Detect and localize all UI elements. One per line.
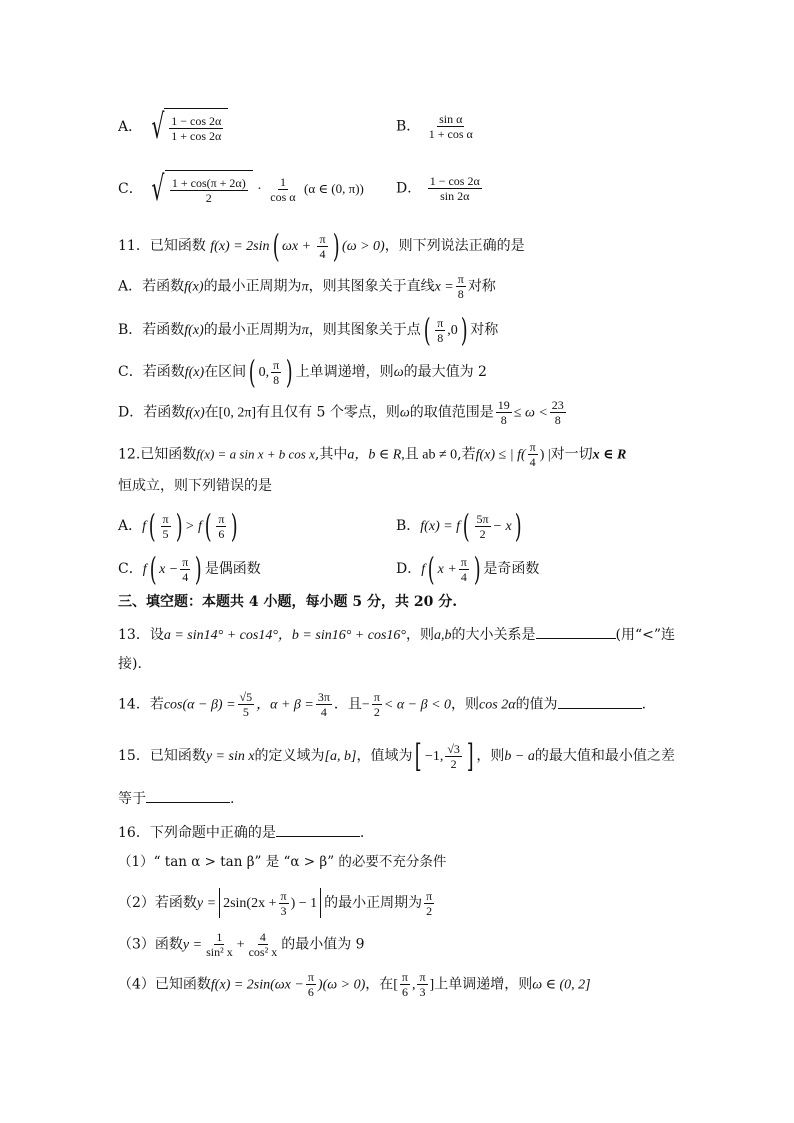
fraction-numerator: sin α	[439, 112, 463, 126]
stem-text: 12.已知函数	[118, 446, 197, 463]
stem-text: 16．下列命题中正确的是	[118, 825, 276, 841]
stem-text: ,其中	[314, 446, 348, 463]
fraction-numerator: π	[319, 231, 326, 246]
math-expression: f(x) = f	[420, 519, 461, 534]
math-expression: ,且 ab ≠ 0	[401, 447, 458, 463]
math-expression: cos(α − β) =	[163, 697, 236, 713]
fraction-denominator: 4	[182, 569, 189, 584]
stem-text: 的最大值和最小值之差	[534, 748, 675, 764]
stem-text: .	[641, 696, 647, 713]
option-text: 对称	[470, 322, 499, 338]
q14-stem	[118, 690, 646, 719]
option-label: C．	[118, 364, 143, 380]
math-symbol: a	[347, 447, 355, 463]
math-expression: x +	[437, 562, 457, 577]
function-name: f(x)	[184, 365, 205, 380]
stem-text: 11．已知函数	[118, 238, 206, 254]
fraction-denominator: sin² x	[206, 945, 233, 959]
math-expression: x =	[434, 279, 454, 295]
math-expression: f(x) ≤ | f(	[475, 447, 526, 463]
inner-expression: ωx +	[281, 239, 312, 254]
stem-text: 13．设	[118, 627, 164, 643]
math-expression: −1,	[424, 749, 444, 764]
interval: [a, b]	[324, 749, 357, 764]
math-expression: a = sin14° + cos14°	[163, 628, 278, 643]
q12-option-b: B．f(x) = f( $\frac{5\pi}{2}$ − x)	[396, 507, 522, 545]
option-text: 的最大值为 2	[403, 364, 487, 380]
item-text: ，在	[365, 976, 394, 993]
stem-text: ，则	[476, 748, 505, 764]
function-expression: f(x) = a sin x + b cos x	[196, 446, 315, 462]
q12-option-a: A．f( $\frac{\pi}{5}$ ) > f( $\frac{\pi}{6}$ )	[118, 507, 239, 545]
stem-text: 的定义域为	[254, 748, 325, 764]
function-expression: f(x) = 2sin	[210, 239, 270, 254]
fraction-numerator: 1 − cos 2α	[429, 174, 480, 188]
stem-text: 对一切	[550, 446, 593, 463]
math-expression: ,0	[447, 323, 458, 338]
answer-blank[interactable]	[558, 694, 642, 709]
fraction-denominator: 6	[401, 985, 408, 999]
fraction-numerator: 4	[259, 930, 266, 944]
stem-text: ．且	[333, 696, 362, 713]
math-symbol: ,	[411, 977, 416, 993]
fraction-numerator: π	[280, 888, 287, 903]
math-expression: a,b	[434, 628, 452, 643]
math-expression: y =	[182, 937, 203, 953]
fraction-numerator: π	[460, 554, 467, 569]
option-label: A．	[118, 278, 143, 295]
stem-text: 15．已知函数	[118, 748, 206, 764]
stem-text: ，则下列说法正确的是	[384, 238, 525, 254]
interval: [0, 2π]	[218, 405, 257, 421]
q12-option-d: D．f( x + $\frac{\pi}{4}$ ) 是奇函数	[396, 550, 540, 588]
math-expression: ) |	[539, 447, 551, 463]
option-text: 的最小正周期为	[203, 278, 302, 295]
q10-option-a	[118, 108, 228, 146]
fraction-numerator: 23	[551, 398, 564, 412]
fraction-denominator: 4	[319, 246, 326, 261]
stem-text: ,若	[457, 446, 476, 463]
option-text: 若函数	[142, 322, 185, 338]
fraction-denominator: 3	[419, 985, 426, 999]
fraction-denominator: 4	[460, 569, 467, 584]
math-expression: > f	[185, 519, 202, 534]
fraction-numerator: π	[373, 690, 380, 704]
q13-stem	[118, 624, 675, 646]
abs-bar	[320, 888, 321, 918]
math-expression: y =	[196, 896, 217, 911]
fraction-denominator: 2	[205, 191, 212, 205]
fraction-numerator: 1 − cos 2α	[171, 114, 222, 128]
fraction-numerator: π	[307, 970, 314, 984]
option-text: 在区间	[204, 364, 247, 380]
q10-option-c: C． √ $\frac{1 + \cos(\pi + 2\alpha)}{2}$ · $\frac{1}{\text{cos α}}$ (α ∈ (0, π))	[118, 169, 364, 209]
option-label: B．	[396, 518, 421, 534]
fraction-denominator: 4	[529, 455, 536, 469]
fraction-numerator: π	[437, 315, 444, 330]
math-symbol: +	[236, 937, 245, 953]
fraction-denominator: 1 + cos 2α	[171, 129, 222, 143]
math-expression: b − a	[504, 749, 535, 764]
stem-text: 等于	[118, 791, 146, 807]
stem-text: .	[359, 825, 365, 841]
option-label: C．	[118, 561, 143, 577]
q10-option-b	[396, 112, 477, 141]
item-text: 的最小正周期为	[324, 895, 423, 911]
option-text: 的取值范围是	[409, 404, 494, 421]
fraction-denominator: cos α	[270, 189, 296, 204]
fraction-denominator: 8	[273, 372, 280, 387]
fraction-denominator: cos² x	[248, 945, 278, 959]
option-text: 若函数	[142, 278, 185, 295]
fraction-denominator: sin 2α	[440, 189, 470, 203]
q16-item-3	[118, 930, 365, 959]
option-text: ，则其图象关于点	[308, 322, 421, 338]
fraction-numerator: π	[182, 554, 189, 569]
stem-text: ，则	[406, 627, 435, 643]
math-symbol: ]	[429, 977, 435, 993]
option-label: C．	[118, 181, 143, 197]
item-text: （4）已知函数	[118, 976, 211, 993]
function-name: f	[142, 519, 147, 534]
q12-stem-line2: 恒成立，则下列错误的是	[118, 478, 272, 494]
math-expression: ，α + β =	[256, 697, 314, 713]
option-label: B．	[118, 322, 143, 338]
item-text: （3）函数	[118, 936, 183, 953]
math-symbol: π	[301, 323, 309, 338]
q15-stem-line2	[118, 788, 234, 809]
fraction-numerator: π	[426, 888, 433, 903]
math-expression: 0,	[258, 365, 270, 380]
answer-blank[interactable]	[536, 624, 616, 639]
item-text: 上单调递增，则	[434, 976, 533, 993]
q10-option-d	[396, 174, 484, 203]
math-symbol: π	[301, 279, 309, 295]
option-text: 是偶函数	[204, 561, 261, 577]
math-symbol: ω	[399, 405, 410, 421]
fraction-denominator: 1 + cos α	[428, 127, 473, 141]
answer-blank[interactable]	[276, 822, 360, 837]
math-symbol: ω	[393, 365, 404, 380]
option-text: 在	[204, 404, 219, 421]
option-text: 上单调递增，则	[295, 364, 394, 380]
math-expression: cos 2α	[479, 697, 516, 713]
option-text: 若函数	[143, 404, 186, 421]
stem-text: ，则	[451, 696, 480, 713]
q12-stem	[118, 440, 626, 469]
fraction-numerator: π	[218, 511, 225, 526]
option-label: D．	[396, 561, 422, 577]
q13-stem-line2: 接).	[118, 656, 142, 672]
math-expression: 2sin(2x +	[223, 896, 277, 911]
fraction-denominator: 2	[373, 705, 380, 719]
fraction-denominator: 5	[242, 705, 249, 719]
q15-stem: 15．已知函数y = sin x的定义域为[a, b]，值域为[ −1, $\frac{√3}{2}$ ] ，则b − a的最大值和最小值之差	[118, 737, 675, 775]
q11-stem: 11．已知函数 f(x) = 2sin( ωx + $\frac{\pi}{4}$ ) (ω > 0)，则下列说法正确的是	[118, 227, 525, 265]
fraction-denominator: 2	[479, 526, 486, 541]
q16-stem	[118, 822, 364, 843]
q11-option-d	[118, 398, 568, 427]
fraction-numerator: 1 + cos(π + 2α)	[171, 176, 246, 190]
fraction-numerator: 19	[497, 398, 510, 412]
math-expression: )(ω > 0)	[317, 977, 366, 993]
fraction-numerator: π	[529, 440, 536, 454]
fraction-denominator: 3	[280, 903, 287, 918]
stem-text: 的大小关系是	[451, 627, 536, 643]
sqrt-expression: √ $\frac{1 - \cos 2\alpha}{1 + \cos 2\alpha}$	[147, 108, 229, 146]
fraction-numerator: 5π	[476, 511, 489, 526]
option-text: 对称	[467, 278, 496, 295]
math-expression: f(x) = 2sin(ωx −	[210, 977, 304, 993]
q11-option-b: B．若函数f(x)的最小正周期为π，则其图象关于点( $\frac{\pi}{8}$ ,0) 对称	[118, 311, 499, 349]
function-name: f(x)	[185, 405, 205, 421]
option-text: 若函数	[142, 364, 185, 380]
stem-text: .	[230, 791, 235, 807]
fraction-denominator: 8	[457, 287, 464, 301]
fraction-numerator: π	[457, 272, 464, 286]
function-name: f	[421, 562, 426, 577]
fraction-numerator: π	[419, 970, 426, 984]
option-label: B．	[396, 118, 421, 135]
fraction-denominator: 8	[500, 413, 507, 427]
q16-item-1: （1）“ tan α > tan β” 是 “α > β” 的必要不充分条件	[118, 854, 447, 870]
option-label: D．	[118, 404, 144, 421]
option-label: D．	[396, 180, 422, 197]
option-label: A．	[118, 518, 143, 534]
q11-option-c: C．若函数f(x)在区间( 0, $\frac{\pi}{8}$ ) 上单调递增，则ω的最大值为 2	[118, 353, 487, 391]
fraction-numerator: π	[401, 970, 408, 984]
math-expression: x ∈ R	[592, 447, 627, 463]
fraction-numerator: 3π	[317, 690, 330, 704]
math-expression: x −	[159, 562, 179, 577]
function-name: f	[142, 562, 147, 577]
option-label: A．	[118, 119, 143, 135]
math-symbol: −	[361, 697, 370, 713]
section-heading: 三、填空题：本题共 4 小题，每小题 5 分，共 20 分.	[118, 594, 458, 610]
q16-item-2	[118, 888, 436, 918]
domain-condition: (α ∈ (0, π))	[304, 181, 364, 196]
sqrt-expression: √ $\frac{1 + \cos(\pi + 2\alpha)}{2}$	[147, 170, 253, 208]
stem-text: ，值域为	[356, 748, 413, 764]
math-expression: y = sin x	[205, 749, 255, 764]
item-text: 的最小值为 9	[281, 936, 365, 953]
math-expression: ω ∈ (0, 2]	[532, 977, 591, 993]
function-name: f(x)	[184, 279, 204, 295]
fraction-numerator: 1	[279, 174, 286, 189]
math-expression: − x	[492, 519, 512, 534]
fraction-denominator: 4	[320, 705, 327, 719]
function-name: f(x)	[184, 323, 204, 338]
fraction-denominator: 5	[162, 526, 169, 541]
math-expression: ) − 1	[290, 896, 318, 911]
stem-text: 14．若	[118, 696, 164, 713]
math-symbol: [	[393, 977, 398, 993]
q12-option-c: C．f( x − $\frac{\pi}{4}$ ) 是偶函数	[118, 550, 261, 588]
q11-option-a	[118, 272, 496, 301]
fraction-denominator: 2	[426, 903, 433, 918]
fraction-denominator: 2	[450, 756, 457, 771]
condition: (ω > 0)	[342, 239, 385, 254]
option-text: 有且仅有 5 个零点，则	[256, 404, 400, 421]
answer-blank[interactable]	[146, 788, 230, 803]
math-expression: ≤ ω <	[513, 405, 548, 421]
math-expression: ，b = sin16° + cos16°	[277, 628, 407, 643]
stem-text: 的值为	[515, 696, 558, 713]
fraction-numerator: √3	[447, 741, 460, 756]
fraction-denominator: 8	[437, 330, 444, 345]
fraction-numerator: 1	[216, 930, 223, 944]
fraction-denominator: 8	[554, 413, 561, 427]
fraction-numerator: π	[162, 511, 169, 526]
abs-bar	[219, 888, 220, 918]
fraction-denominator: 6	[218, 526, 225, 541]
item-text: （2）若函数	[118, 895, 197, 911]
option-text: 是奇函数	[483, 561, 540, 577]
option-text: 的最小正周期为	[203, 322, 302, 338]
fraction-denominator: 6	[307, 985, 314, 999]
fraction-numerator: π	[273, 357, 280, 372]
option-text: ，则其图象关于直线	[308, 278, 435, 295]
fraction-numerator: √5	[239, 690, 253, 704]
math-expression: < α − β < 0	[383, 697, 452, 713]
math-expression: ，b ∈ R	[354, 447, 402, 463]
stem-text: (用“<”连	[615, 627, 676, 643]
q16-item-4	[118, 970, 591, 999]
